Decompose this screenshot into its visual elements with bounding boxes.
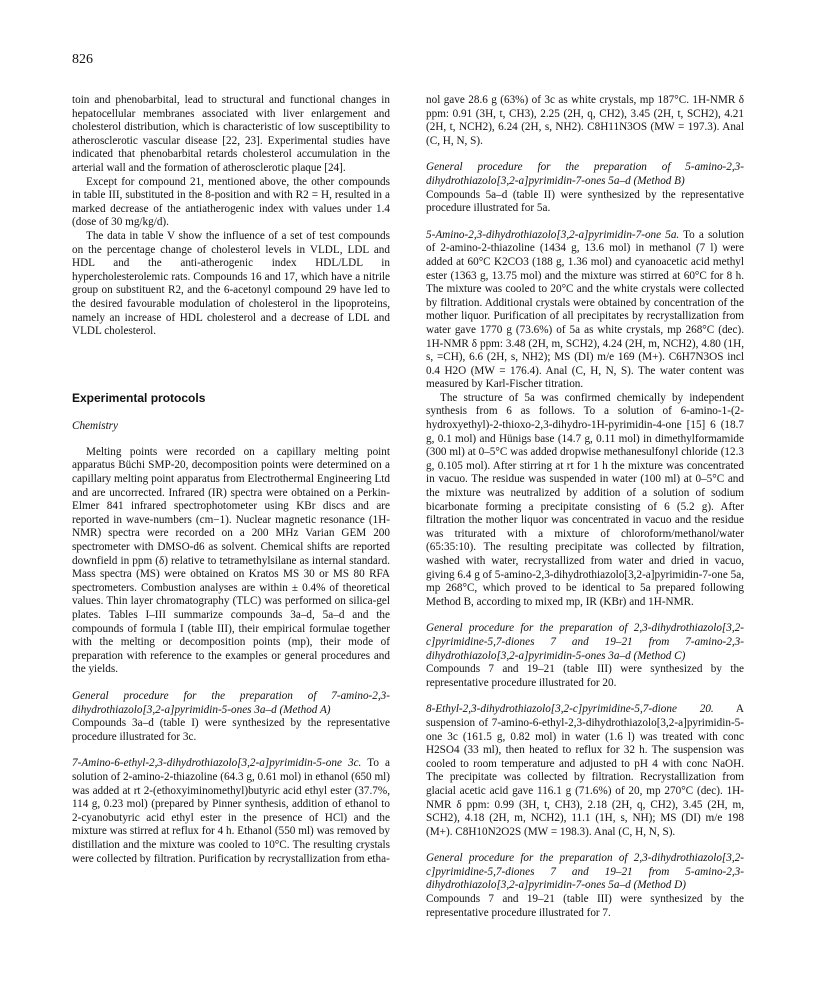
compound-3c-title: 7-Amino-6-ethyl-2,3-dihydrothiazolo[3,2-a]pyrimidin-5-one 3c. (72, 757, 362, 770)
page-number: 826 (72, 52, 93, 67)
subheading: Chemistry (72, 420, 118, 433)
compound-20-title: 8-Ethyl-2,3-dihydrothiazolo[3,2-c]pyrimidine-5,7-dione 20. (426, 703, 714, 716)
continuation-paragraph: nol gave 28.6 g (63%) of 3c as white crystals, mp 187°C. 1H-NMR δ ppm: 0.91 (3H, t, CH3), 2.25 (2H, q, CH2), 3.45 (2H, t, SCH2), 4.21 (2H, t, NCH2), 6.24 (2H, s, NH2). C8H11N3OS (MW = 197.3). Anal (C, H, N, S). (426, 94, 744, 147)
compound-5a-paragraph (426, 229, 744, 392)
table-v-paragraph: The data in table V show the influence of a set of test compounds on the percentage change of cholesterol levels in VLDL, LDL and HDL and the anti-atherogenic index HDL/LDL in hypercholesterolemic rats. Compounds 16 and 17, which have a nitrile group on substituent R2, and the 6-acetonyl compound 29 have led to the desired favourable modulation of cholesterol in the lipoproteins, namely an increase of HDL cholesterol and a decrease of LDL and VLDL cholesterol. (72, 229, 390, 338)
method-a-title: General procedure for the preparation of 7-amino-2,3-dihydrothiazolo[3,2-a]pyrimidin-5-ones 3a–d (Method A) (72, 689, 390, 716)
structure-paragraph: The structure of 5a was confirmed chemically by independent synthesis from 6 as follows. To a solution of 6-amino-1-(2-hydroxyethyl)-2-thioxo-2,3-dihydro-1H-pyrimidin-4-one [15] 6 (18.7 g, 0.1 mol) and Hünigs base (14.7 g, 0.11 mol) in dimethylformamide (300 ml) at 0–5°C was added dropwise methanesulfonyl chloride (12.3 g, 0.105 mol). After stirring at rt for 1 h the mixture was concentrated in vacuo. The residue was suspended in water (100 ml) at 0–5°C and the mixture was neutralized by addition of a solution of sodium bicarbonate forming a precipitate consisting of 6 (5.2 g). After filtration the mother liquor was concentrated in vacuo and the residue was triturated with a mixture of chloroform/methanol/water (65:35:10). The resulting precipitate was collected by filtration, washed with water, recrystallized from water and dried in vacuo, giving 6.4 g of 5-amino-2,3-dihydrothiazolo[3,2-a]pyrimidin-7-one 5a, mp 268°C, which proved to be identical to 5a prepared following Method B, according to mixed mp, IR (KBr) and 1H-NMR. (426, 391, 744, 608)
right-column (426, 94, 744, 920)
compound-3c-text: To a solution of 2-amino-2-thiazoline (64.3 g, 0.61 mol) in ethanol (650 ml) was added at rt 2-(ethoxyiminomethyl)butyric acid ethyl ester (37.7%, 114 g, 0.23 mol) (prepared by Pinner synthesis, addition of ethanol to 2-cyanobutyric acid ethyl ester in the presence of HCl) and the mixture was stirred at reflux for 4 h. Ethanol (550 ml) was removed by distillation and the mixture was cooled to 10°C. The resulting crystals were collected by filtration. Purification by recrystallization from etha- (72, 757, 390, 865)
method-c-title: General procedure for the preparation of 2,3-dihydrothiazolo[3,2-c]pyrimidine-5,7-diones 7 and 19–21 from 7-amino-2,3-dihydrothiazolo[3,2-a]pyrimidin-5-ones 3a–d (Method C) (426, 622, 744, 662)
method-a-text: Compounds 3a–d (table I) were synthesized by the representative procedure illustrated for 3c. (72, 717, 390, 743)
compound-3c-paragraph (72, 757, 390, 866)
compound-20-paragraph (426, 703, 744, 839)
intro-paragraph: toin and phenobarbital, lead to structural and functional changes in hepatocellular membranes associated with liver enlargement and cholesterol distribution, which is characteristic of low susceptibility to atherosclerotic vascular disease [22, 23]. Experimental studies have indicated that phenobarbital retards cholesterol accumulation in the arterial wall and the formation of atherosclerotic plaque [24]. (72, 94, 390, 174)
section-heading: Experimental protocols (72, 390, 206, 405)
left-column (72, 94, 390, 866)
method-d-title: General procedure for the preparation of 2,3-dihydrothiazolo[3,2-c]pyrimidine-5,7-diones 7 and 19–21 from 5-amino-2,3-dihydrothiazolo[3,2-a]pyrimidin-7-ones 5a–d (Method D) (426, 852, 744, 892)
except-paragraph: Except for compound 21, mentioned above, the other compounds in table III, substituted in the 8-position and with R2 = H, resulted in a marked decrease of the antiatherogenic index with values under 1.4 (dose of 30 mg/kg/d). (72, 175, 390, 229)
method-c-text: Compounds 7 and 19–21 (table III) were synthesized by the representative procedure illustrated for 20. (426, 663, 744, 689)
method-b-title: General procedure for the preparation of 5-amino-2,3-dihydrothiazolo[3,2-a]pyrimidin-7-ones 5a–d (Method B) (426, 161, 744, 187)
compound-5a-title: 5-Amino-2,3-dihydrothiazolo[3,2-a]pyrimidin-7-one 5a. (426, 228, 680, 241)
method-b-text: Compounds 5a–d (table II) were synthesized by the representative procedure illustrated for 5a. (426, 188, 744, 215)
method-d-text: Compounds 7 and 19–21 (table III) were synthesized by the representative procedure illustrated for 7. (426, 893, 744, 919)
melting-paragraph: Melting points were recorded on a capillary melting point apparatus Büchi SMP-20, decomposition points were determined on a capillary melting point apparatus from Electrothermal Engineering Ltd and are uncorrected. Infrared (IR) spectra were obtained on a Perkin-Elmer 841 infrared spectrophotometer using KBr discs and are reported in wave-numbers (cm−1). Nuclear magnetic resonance (1H-NMR) spectra were recorded on a 200 MHz Varian GEM 200 spectrometer with DMSO-d6 as solvent. Chemical shifts are reported downfield in ppm (δ) relative to tetramethylsilane as internal standard. Mass spectra (MS) were obtained on Kratos MS 30 or MS 80 RFA spectrometers. Combustion analyses are within ± 0.4% of theoretical values. Thin layer chromatography (TLC) was performed on silica-gel plates. Tables I–III summarize compounds 3a–d, 5a–d and the compounds of formula I (table III), their empirical formulae together with the melting or decomposition points (mp), their mode of preparation with reference to the examples or general procedures and the yields. (72, 445, 390, 676)
compound-5a-text: To a solution of 2-amino-2-thiazoline (1434 g, 13.6 mol) in methanol (7 l) were added at 60°C K2CO3 (188 g, 1.36 mol) and cyanoacetic acid methyl ester (1363 g, 13.75 mol) and the mixture was stirred at 60°C for 8 h. The mixture was cooled to 20°C and the white crystals were collected by filtration. Additional crystals were obtained by concentration of the mother liquor. Purification of all precipitates by recrystallization from water gave 1770 g (73.6%) of 5a as white crystals, mp 268°C (dec). 1H-NMR δ ppm: 3.48 (2H, m, SCH2), 4.24 (2H, m, NCH2), 4.80 (1H, s, =CH), 6.6 (2H, s, NH2); MS (DI) m/e 169 (M+). C6H7N3OS incl 0.4 H2O (MW = 176.4). Anal (C, H, N, S). The water content was measured by Karl-Fischer titration. (426, 228, 744, 391)
compound-20-text: A suspension of 7-amino-6-ethyl-2,3-dihydrothiazolo[3,2-a]pyrimidin-5-one 3c (161.5 g, 0.82 mol) in water (1.6 l) was treated with conc H2SO4 (33 ml), then heated to reflux for 32 h. The suspension was cooled to room temperature and adjusted to pH 4 with conc NaOH. The precipitate was collected by filtration. Recrystallization from glacial acetic acid gave 116.1 g (71.6%) of 20, mp 270°C (dec). 1H-NMR δ ppm: 0.99 (3H, t, CH3), 2.18 (2H, q, CH2), 3.45 (2H, m, SCH2), 4.18 (2H, m, NCH2), 11.1 (1H, s, NH); MS (DI) m/e 198 (M+). C8H10N2O2S (MW = 198.3). Anal (C, H, N, S). (426, 703, 744, 838)
